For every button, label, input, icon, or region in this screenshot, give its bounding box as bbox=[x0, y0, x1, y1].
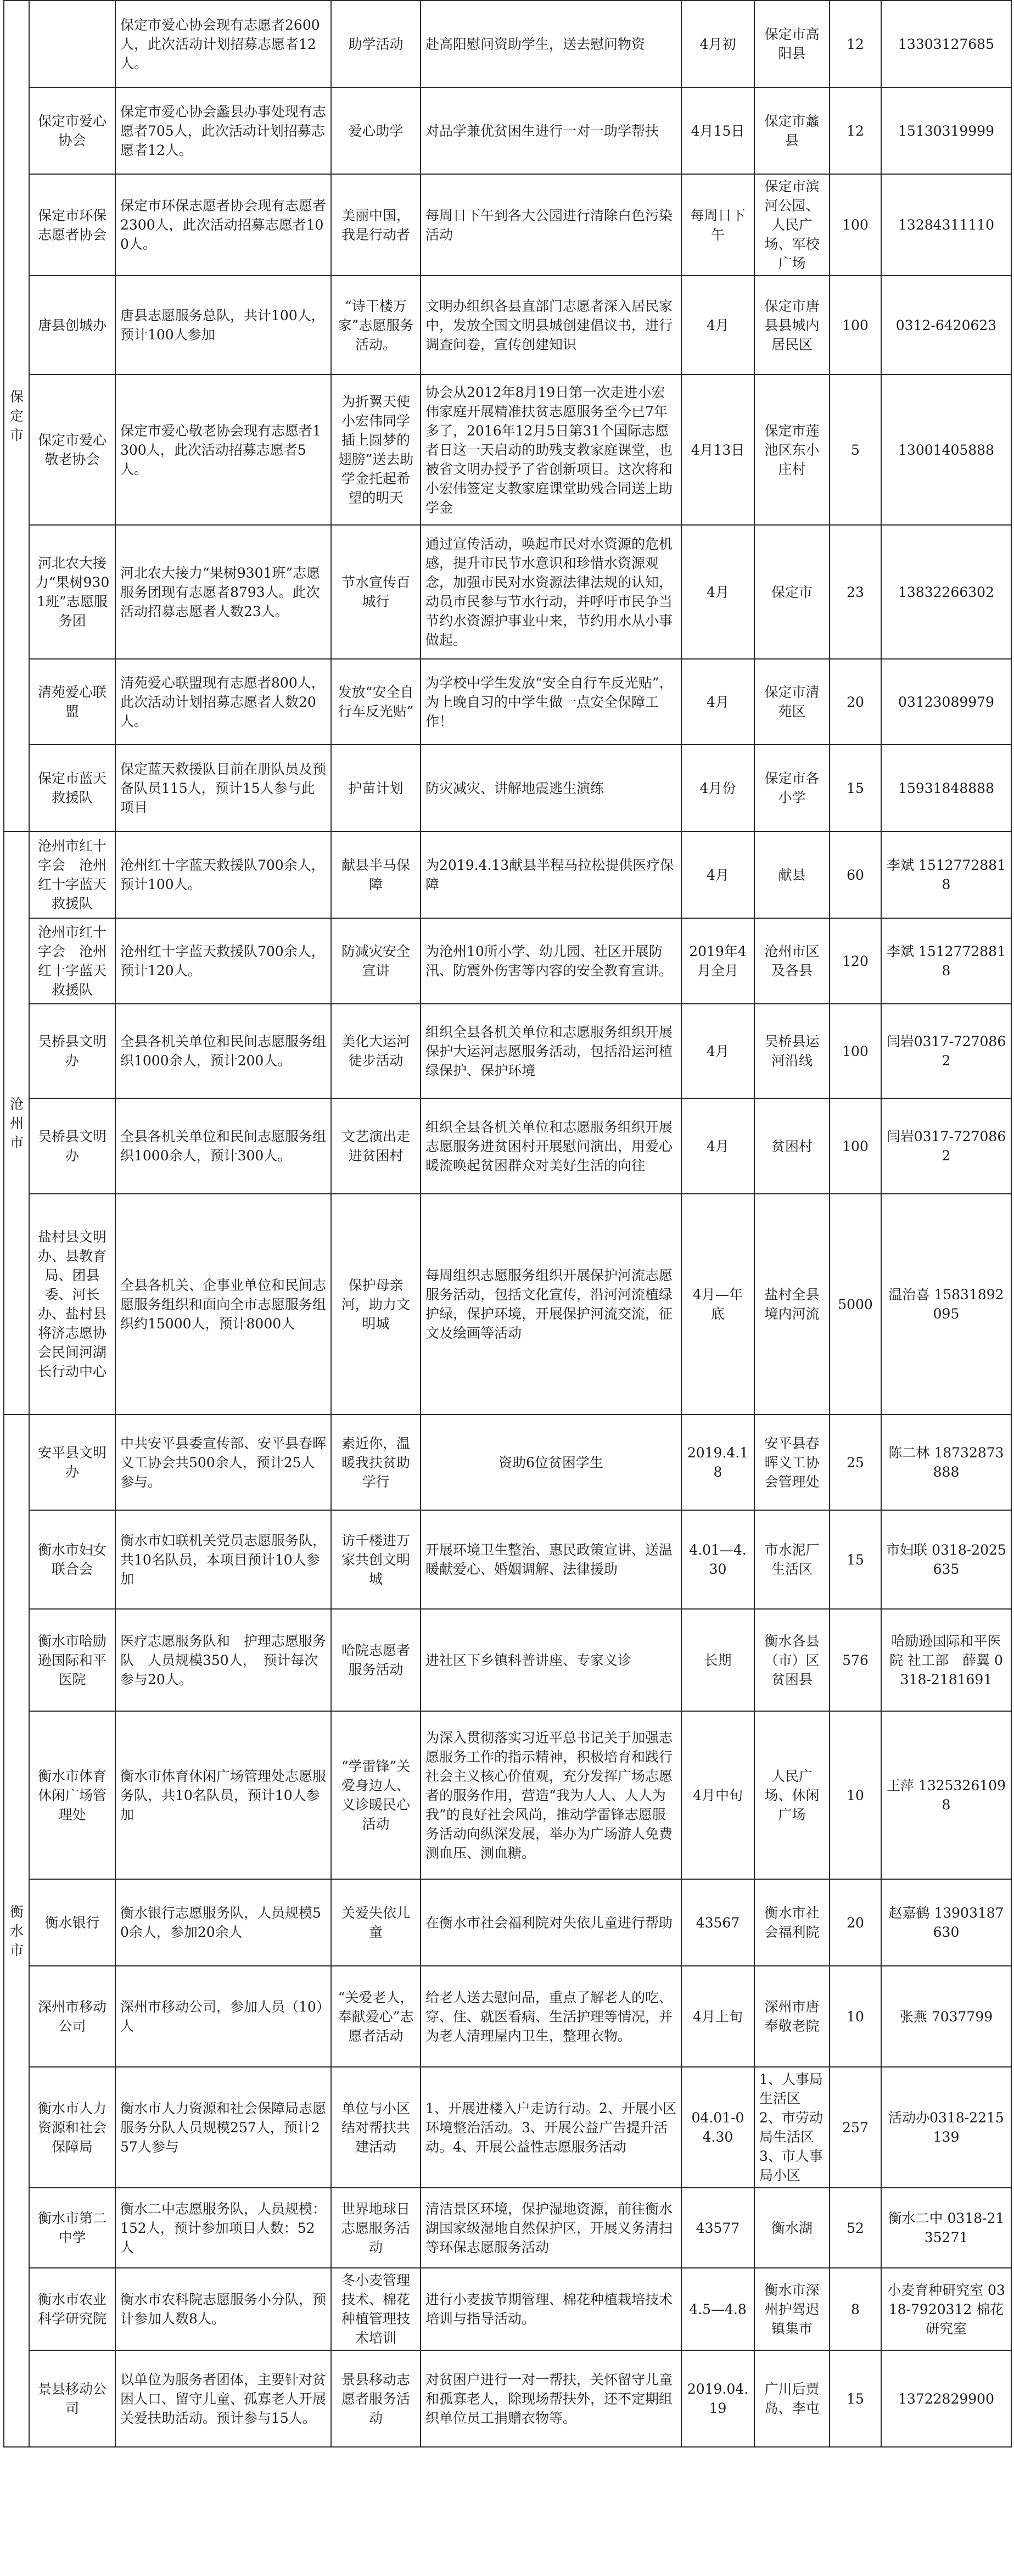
count-cell: 100 bbox=[830, 174, 881, 276]
location-cell: 保定市清苑区 bbox=[754, 659, 830, 745]
table-row bbox=[4, 831, 1011, 918]
table-row bbox=[4, 1004, 1011, 1098]
city-cell: 沧州市 bbox=[4, 831, 29, 1415]
location-cell: 衡水市深州护驾迟镇集市 bbox=[754, 2268, 830, 2350]
time-cell: 4.5—4.8 bbox=[681, 2268, 754, 2350]
contact-cell: 赵嘉鹤 13903187630 bbox=[881, 1879, 1011, 1966]
activity-name-cell: 爱心助学 bbox=[331, 87, 421, 174]
count-cell: 10 bbox=[830, 1711, 881, 1879]
contact-cell: 张燕 7037799 bbox=[881, 1966, 1011, 2067]
time-cell: 4月中旬 bbox=[681, 1711, 754, 1879]
table-row bbox=[4, 659, 1011, 745]
activity-content-cell: 组织全县各机关单位和志愿服务组织开展保护大运河志愿服务活动，包括沿运河植绿保护、保护环境 bbox=[421, 1004, 681, 1098]
activity-content-cell: 资助6位贫困学生 bbox=[421, 1415, 681, 1510]
activity-name-cell: 护苗计划 bbox=[331, 745, 421, 831]
activity-content-cell: 通过宣传活动，唤起市民对水资源的危机感，提升市民节水意识和珍惜水资源观念，加强市民对水资源法律法规的认知，动员市民参与节水行动，并呼吁市民争当节约水资源护事业中来，节约用水从小事做起。 bbox=[421, 525, 681, 659]
activity-name-cell: 为折翼天使小宏伟同学插上圆梦的翅膀”送去助学金托起希望的明天 bbox=[331, 375, 421, 525]
contact-cell: 王萍 13253261098 bbox=[881, 1711, 1011, 1879]
activity-content-cell: 对贫困户进行一对一帮扶，关怀留守儿童和孤寡老人，除现场帮扶外，还不定期组织单位员工捐赠衣物等。 bbox=[421, 2350, 681, 2447]
activity-content-cell: 给老人送去慰问品，重点了解老人的吃、穿、住、就医看病、生活护理等情况，并为老人清理屋内卫生，整理衣物。 bbox=[421, 1966, 681, 2067]
activity-name-cell: 单位与小区结对帮扶共建活动 bbox=[331, 2067, 421, 2188]
count-cell: 52 bbox=[830, 2188, 881, 2268]
count-cell: 576 bbox=[830, 1609, 881, 1711]
time-cell: 4月 bbox=[681, 276, 754, 375]
activity-content-cell: 清洁景区环境，保护湿地资源，前往衡水湖国家级湿地自然保护区，开展义务清扫等环保志愿服务活动 bbox=[421, 2188, 681, 2268]
activity-content-cell: 防灾减灾、讲解地震逃生演练 bbox=[421, 745, 681, 831]
contact-cell: 13303127685 bbox=[881, 1, 1011, 87]
count-cell: 10 bbox=[830, 1966, 881, 2067]
location-cell: 衡水各县（市）区贫困县 bbox=[754, 1609, 830, 1711]
activity-name-cell: 美丽中国，我是行动者 bbox=[331, 174, 421, 276]
contact-cell: 活动办0318-2215139 bbox=[881, 2067, 1011, 2188]
location-cell: 深州市唐奉敬老院 bbox=[754, 1966, 830, 2067]
team-desc-cell: 沧州红十字蓝天救援队700余人，预计100人。 bbox=[115, 831, 331, 918]
contact-cell: 市妇联 0318-2025635 bbox=[881, 1510, 1011, 1609]
activity-content-cell: 为深入贯彻落实习近平总书记关于加强志愿服务工作的指示精神，积极培育和践行社会主义核心价值观，充分发挥广场志愿者的服务作用，营造“我为人人、人人为我”的良好社会风尚，推动学雷锋志愿服务活动向纵深发展，举办为广场游人免费测血压、测血糖。 bbox=[421, 1711, 681, 1879]
org-cell: 保定市环保志愿者协会 bbox=[29, 174, 115, 276]
org-cell: 衡水市体育休闲广场管理处 bbox=[29, 1711, 115, 1879]
count-cell: 100 bbox=[830, 1004, 881, 1098]
activity-name-cell: 节水宣传百城行 bbox=[331, 525, 421, 659]
location-cell: 衡水湖 bbox=[754, 2188, 830, 2268]
activity-name-cell: “学雷锋”关爱身边人、义诊暖民心活动 bbox=[331, 1711, 421, 1879]
table-row bbox=[4, 2350, 1011, 2447]
org-cell: 衡水市妇女联合会 bbox=[29, 1510, 115, 1609]
activity-content-cell: 为2019.4.13献县半程马拉松提供医疗保障 bbox=[421, 831, 681, 918]
activity-content-cell: 开展环境卫生整治、惠民政策宣讲、送温暖献爱心、婚姻调解、法律援助 bbox=[421, 1510, 681, 1609]
team-desc-cell: 保定蓝天救援队目前在册队员及预备队员115人，预计15人参与此项目 bbox=[115, 745, 331, 831]
time-cell: 4月—年底 bbox=[681, 1194, 754, 1415]
table-row bbox=[4, 276, 1011, 375]
time-cell: 43567 bbox=[681, 1879, 754, 1966]
table-row bbox=[4, 1711, 1011, 1879]
contact-cell: 闫岩0317-7270862 bbox=[881, 1004, 1011, 1098]
contact-cell: 小麦育种研究室 0318-7920312 棉花研究室 bbox=[881, 2268, 1011, 2350]
activity-name-cell: “关爱老人，奉献爱心”志愿者活动 bbox=[331, 1966, 421, 2067]
time-cell: 2019年4月全月 bbox=[681, 918, 754, 1004]
time-cell: 4.01—4.30 bbox=[681, 1510, 754, 1609]
time-cell: 每周日下午 bbox=[681, 174, 754, 276]
contact-cell: 温治喜 15831892095 bbox=[881, 1194, 1011, 1415]
location-cell: 1、人事局生活区 2、市劳动局生活区 3、市人事局小区 bbox=[754, 2067, 830, 2188]
count-cell: 5 bbox=[830, 375, 881, 525]
location-cell: 广川后贾岛、李屯 bbox=[754, 2350, 830, 2447]
location-cell: 安平县春晖义工协会管理处 bbox=[754, 1415, 830, 1510]
contact-cell: 李斌 15127728818 bbox=[881, 831, 1011, 918]
time-cell: 4月初 bbox=[681, 1, 754, 87]
location-cell: 保定市 bbox=[754, 525, 830, 659]
time-cell: 2019.4.18 bbox=[681, 1415, 754, 1510]
table-row bbox=[4, 2188, 1011, 2268]
table-row bbox=[4, 2067, 1011, 2188]
team-desc-cell: 清苑爱心联盟现有志愿者800人，此次活动计划招募志愿者人数20人。 bbox=[115, 659, 331, 745]
team-desc-cell: 唐县志愿服务总队，共计100人，预计100人参加 bbox=[115, 276, 331, 375]
volunteer-activity-table bbox=[3, 0, 1012, 2448]
location-cell: 衡水市社会福利院 bbox=[754, 1879, 830, 1966]
time-cell: 4月 bbox=[681, 1004, 754, 1098]
location-cell: 保定市蠡县 bbox=[754, 87, 830, 174]
time-cell: 4月 bbox=[681, 1098, 754, 1194]
team-desc-cell: 医疗志愿服务队和 护理志愿服务队 人员规模350人， 预计每次参与20人。 bbox=[115, 1609, 331, 1711]
activity-content-cell: 文明办组织各县直部门志愿者深入居民家中，发放全国文明县城创建倡议书，进行调查问卷，宣传创建知识 bbox=[421, 276, 681, 375]
count-cell: 20 bbox=[830, 659, 881, 745]
table-row bbox=[4, 375, 1011, 525]
location-cell: 保定市各小学 bbox=[754, 745, 830, 831]
team-desc-cell: 衡水二中志愿服务队，人员规模：152人，预计参加项目人数：52人 bbox=[115, 2188, 331, 2268]
time-cell: 4月15日 bbox=[681, 87, 754, 174]
org-cell: 保定市爱心协会 bbox=[29, 87, 115, 174]
location-cell: 市水泥厂生活区 bbox=[754, 1510, 830, 1609]
org-cell: 保定市蓝天救援队 bbox=[29, 745, 115, 831]
time-cell: 04.01-04.30 bbox=[681, 2067, 754, 2188]
table-row bbox=[4, 1194, 1011, 1415]
org-cell bbox=[29, 1, 115, 87]
activity-name-cell: 访千楼进万家共创文明城 bbox=[331, 1510, 421, 1609]
time-cell: 43577 bbox=[681, 2188, 754, 2268]
count-cell: 15 bbox=[830, 745, 881, 831]
org-cell: 深州市移动公司 bbox=[29, 1966, 115, 2067]
org-cell: 保定市爱心敬老协会 bbox=[29, 375, 115, 525]
org-cell: 河北农大接力“果树9301班”志愿服务团 bbox=[29, 525, 115, 659]
count-cell: 20 bbox=[830, 1879, 881, 1966]
count-cell: 257 bbox=[830, 2067, 881, 2188]
team-desc-cell: 中共安平县委宣传部、安平县春晖义工协会共500余人，预计25人参与。 bbox=[115, 1415, 331, 1510]
contact-cell: 15130319999 bbox=[881, 87, 1011, 174]
table-row bbox=[4, 1966, 1011, 2067]
contact-cell: 03123089979 bbox=[881, 659, 1011, 745]
table-row bbox=[4, 1609, 1011, 1711]
location-cell: 保定市滨河公园、人民广场、军校广场 bbox=[754, 174, 830, 276]
table-row bbox=[4, 1879, 1011, 1966]
table-row bbox=[4, 87, 1011, 174]
org-cell: 盐村县文明办、县教育局、团县委、河长办、盐村县将济志愿协会民间河湖长行动中心 bbox=[29, 1194, 115, 1415]
activity-name-cell: 发放“安全自行车反光贴” bbox=[331, 659, 421, 745]
time-cell: 2019.04.19 bbox=[681, 2350, 754, 2447]
team-desc-cell: 衡水市农科院志愿服务小分队，预计参加人数8人。 bbox=[115, 2268, 331, 2350]
team-desc-cell: 河北农大接力“果树9301班”志愿服务团现有志愿者8793人。此次活动招募志愿者人数23人。 bbox=[115, 525, 331, 659]
activity-name-cell: 助学活动 bbox=[331, 1, 421, 87]
activity-name-cell: 冬小麦管理技术、棉花种植管理技术培训 bbox=[331, 2268, 421, 2350]
table-row bbox=[4, 745, 1011, 831]
city-cell: 保定市 bbox=[4, 1, 29, 831]
count-cell: 15 bbox=[830, 1510, 881, 1609]
activity-content-cell: 赴高阳慰问资助学生，送去慰问物资 bbox=[421, 1, 681, 87]
contact-cell: 15931848888 bbox=[881, 745, 1011, 831]
activity-name-cell: 世界地球日志愿服务活动 bbox=[331, 2188, 421, 2268]
org-cell: 沧州市红十字会 沧州红十字蓝天救援队 bbox=[29, 831, 115, 918]
activity-name-cell: 美化大运河徒步活动 bbox=[331, 1004, 421, 1098]
org-cell: 清苑爱心联盟 bbox=[29, 659, 115, 745]
activity-name-cell: 保护母亲河，助力文明城 bbox=[331, 1194, 421, 1415]
org-cell: 吴桥县文明办 bbox=[29, 1004, 115, 1098]
team-desc-cell: 衡水市体育休闲广场管理处志愿服务队，共10名队员，预计10人参加 bbox=[115, 1711, 331, 1879]
activity-content-cell: 为学校中学生发放“安全自行车反光贴”，为上晚自习的中学生做一点安全保障工作！ bbox=[421, 659, 681, 745]
contact-cell: 13001405888 bbox=[881, 375, 1011, 525]
activity-name-cell: 献县半马保障 bbox=[331, 831, 421, 918]
org-cell: 安平县文明办 bbox=[29, 1415, 115, 1510]
count-cell: 15 bbox=[830, 2350, 881, 2447]
team-desc-cell: 保定市爱心协会现有志愿者2600人，此次活动计划招募志愿者12人。 bbox=[115, 1, 331, 87]
org-cell: 衡水市哈励逊国际和平医院 bbox=[29, 1609, 115, 1711]
activity-name-cell: 防减灾安全宣讲 bbox=[331, 918, 421, 1004]
contact-cell: 0312-6420623 bbox=[881, 276, 1011, 375]
count-cell: 12 bbox=[830, 1, 881, 87]
org-cell: 吴桥县文明办 bbox=[29, 1098, 115, 1194]
activity-name-cell: 哈院志愿者服务活动 bbox=[331, 1609, 421, 1711]
team-desc-cell: 全县各机关单位和民间志愿服务组织1000余人，预计200人。 bbox=[115, 1004, 331, 1098]
location-cell: 沧州市区及各县 bbox=[754, 918, 830, 1004]
count-cell: 8 bbox=[830, 2268, 881, 2350]
count-cell: 12 bbox=[830, 87, 881, 174]
table-row bbox=[4, 174, 1011, 276]
org-cell: 唐县创城办 bbox=[29, 276, 115, 375]
count-cell: 23 bbox=[830, 525, 881, 659]
activity-content-cell: 协会从2012年8月19日第一次走进小宏伟家庭开展精准扶贫志愿服务至今已7年多了，2016年12月5日第31个国际志愿者日这一天启动的助残支教家庭课堂，也被省文明办授予了省创新项目。这次将和小宏伟签定支教家庭课堂助残合同送上助学金 bbox=[421, 375, 681, 525]
location-cell: 贫困村 bbox=[754, 1098, 830, 1194]
team-desc-cell: 衡水市人力资源和社会保障局志愿服务分队人员规模257人，预计257人参与 bbox=[115, 2067, 331, 2188]
table-row bbox=[4, 1098, 1011, 1194]
org-cell: 衡水银行 bbox=[29, 1879, 115, 1966]
contact-cell: 闫岩0317-7270862 bbox=[881, 1098, 1011, 1194]
activity-content-cell: 进行小麦拔节期管理、棉花种植栽培技术培训与指导活动。 bbox=[421, 2268, 681, 2350]
location-cell: 保定市高阳县 bbox=[754, 1, 830, 87]
team-desc-cell: 全县各机关、企事业单位和民间志愿服务组织和面向全市志愿服务组织约15000人，预计8000人 bbox=[115, 1194, 331, 1415]
table-row bbox=[4, 1415, 1011, 1510]
count-cell: 100 bbox=[830, 276, 881, 375]
contact-cell: 李斌 15127728818 bbox=[881, 918, 1011, 1004]
org-cell: 景县移动公司 bbox=[29, 2350, 115, 2447]
org-cell: 衡水市人力资源和社会保障局 bbox=[29, 2067, 115, 2188]
activity-name-cell: 景县移动志愿者服务活动 bbox=[331, 2350, 421, 2447]
count-cell: 100 bbox=[830, 1098, 881, 1194]
table-row bbox=[4, 525, 1011, 659]
location-cell: 盐村全县境内河流 bbox=[754, 1194, 830, 1415]
activity-name-cell: 素近你，温暖我扶贫助学行 bbox=[331, 1415, 421, 1510]
time-cell: 长期 bbox=[681, 1609, 754, 1711]
activity-content-cell: 进社区下乡镇科普讲座、专家义诊 bbox=[421, 1609, 681, 1711]
count-cell: 60 bbox=[830, 831, 881, 918]
location-cell: 献县 bbox=[754, 831, 830, 918]
location-cell: 吴桥县运河沿线 bbox=[754, 1004, 830, 1098]
team-desc-cell: 沧州红十字蓝天救援队700余人，预计120人。 bbox=[115, 918, 331, 1004]
count-cell: 5000 bbox=[830, 1194, 881, 1415]
location-cell: 保定市唐县县城内居民区 bbox=[754, 276, 830, 375]
org-cell: 沧州市红十字会 沧州红十字蓝天救援队 bbox=[29, 918, 115, 1004]
contact-cell: 13284311110 bbox=[881, 174, 1011, 276]
activity-content-cell: 为沧州10所小学、幼儿园、社区开展防汛、防震外伤害等内容的安全教育宣讲。 bbox=[421, 918, 681, 1004]
activity-content-cell: 每周组织志愿服务组织开展保护河流志愿服务活动，包括文化宣传，沿河河流植绿护绿，保护环境，开展保护河流交流，征文及绘画等活动 bbox=[421, 1194, 681, 1415]
team-desc-cell: 保定市爱心敬老协会现有志愿者1300人，此次活动招募志愿者5人。 bbox=[115, 375, 331, 525]
location-cell: 人民广场、休闲广场 bbox=[754, 1711, 830, 1879]
activity-name-cell: 文艺演出走进贫困村 bbox=[331, 1098, 421, 1194]
location-cell: 保定市莲池区东小庄村 bbox=[754, 375, 830, 525]
activity-name-cell: “诗干楼万家”志愿服务活动。 bbox=[331, 276, 421, 375]
contact-cell: 衡水二中 0318-2135271 bbox=[881, 2188, 1011, 2268]
org-cell: 衡水市农业科学研究院 bbox=[29, 2268, 115, 2350]
team-desc-cell: 保定市环保志愿者协会现有志愿者2300人，此次活动招募志愿者100人。 bbox=[115, 174, 331, 276]
activity-content-cell: 在衡水市社会福利院对失依儿童进行帮助 bbox=[421, 1879, 681, 1966]
team-desc-cell: 衡水银行志愿服务队，人员规模50余人，参加20余人 bbox=[115, 1879, 331, 1966]
table-row bbox=[4, 2268, 1011, 2350]
team-desc-cell: 衡水市妇联机关党员志愿服务队，共10名队员，本项目预计10人参加 bbox=[115, 1510, 331, 1609]
contact-cell: 哈励逊国际和平医院 社工部 薛翼 0318-2181691 bbox=[881, 1609, 1011, 1711]
time-cell: 4月 bbox=[681, 525, 754, 659]
team-desc-cell: 深州市移动公司，参加人员（10）人 bbox=[115, 1966, 331, 2067]
time-cell: 4月13日 bbox=[681, 375, 754, 525]
contact-cell: 陈二林 18732873888 bbox=[881, 1415, 1011, 1510]
time-cell: 4月 bbox=[681, 831, 754, 918]
contact-cell: 13722829900 bbox=[881, 2350, 1011, 2447]
team-desc-cell: 保定市爱心协会蠡县办事处现有志愿者705人，此次活动计划招募志愿者12人。 bbox=[115, 87, 331, 174]
table-row bbox=[4, 1, 1011, 87]
table-row bbox=[4, 918, 1011, 1004]
activity-name-cell: 关爱失依儿童 bbox=[331, 1879, 421, 1966]
time-cell: 4月 bbox=[681, 659, 754, 745]
time-cell: 4月上旬 bbox=[681, 1966, 754, 2067]
time-cell: 4月份 bbox=[681, 745, 754, 831]
activity-content-cell: 对品学兼优贫困生进行一对一助学帮扶 bbox=[421, 87, 681, 174]
activity-content-cell: 每周日下午到各大公园进行清除白色污染活动 bbox=[421, 174, 681, 276]
activity-content-cell: 1、开展进楼入户走访行动。2、开展小区环境整治活动。3、开展公益广告提升活动。4、开展公益性志愿服务活动 bbox=[421, 2067, 681, 2188]
org-cell: 衡水市第二中学 bbox=[29, 2188, 115, 2268]
count-cell: 120 bbox=[830, 918, 881, 1004]
team-desc-cell: 以单位为服务者团体，主要针对贫困人口、留守儿童、孤寡老人开展关爱扶助活动。预计参与15人。 bbox=[115, 2350, 331, 2447]
activity-content-cell: 组织全县各机关单位和志愿服务组织开展志愿服务进贫困村开展慰问演出，用爱心暖流唤起贫困群众对美好生活的向往 bbox=[421, 1098, 681, 1194]
table-row bbox=[4, 1510, 1011, 1609]
team-desc-cell: 全县各机关单位和民间志愿服务组织1000余人，预计300人。 bbox=[115, 1098, 331, 1194]
contact-cell: 13832266302 bbox=[881, 525, 1011, 659]
city-cell: 衡水市 bbox=[4, 1415, 29, 2447]
count-cell: 25 bbox=[830, 1415, 881, 1510]
